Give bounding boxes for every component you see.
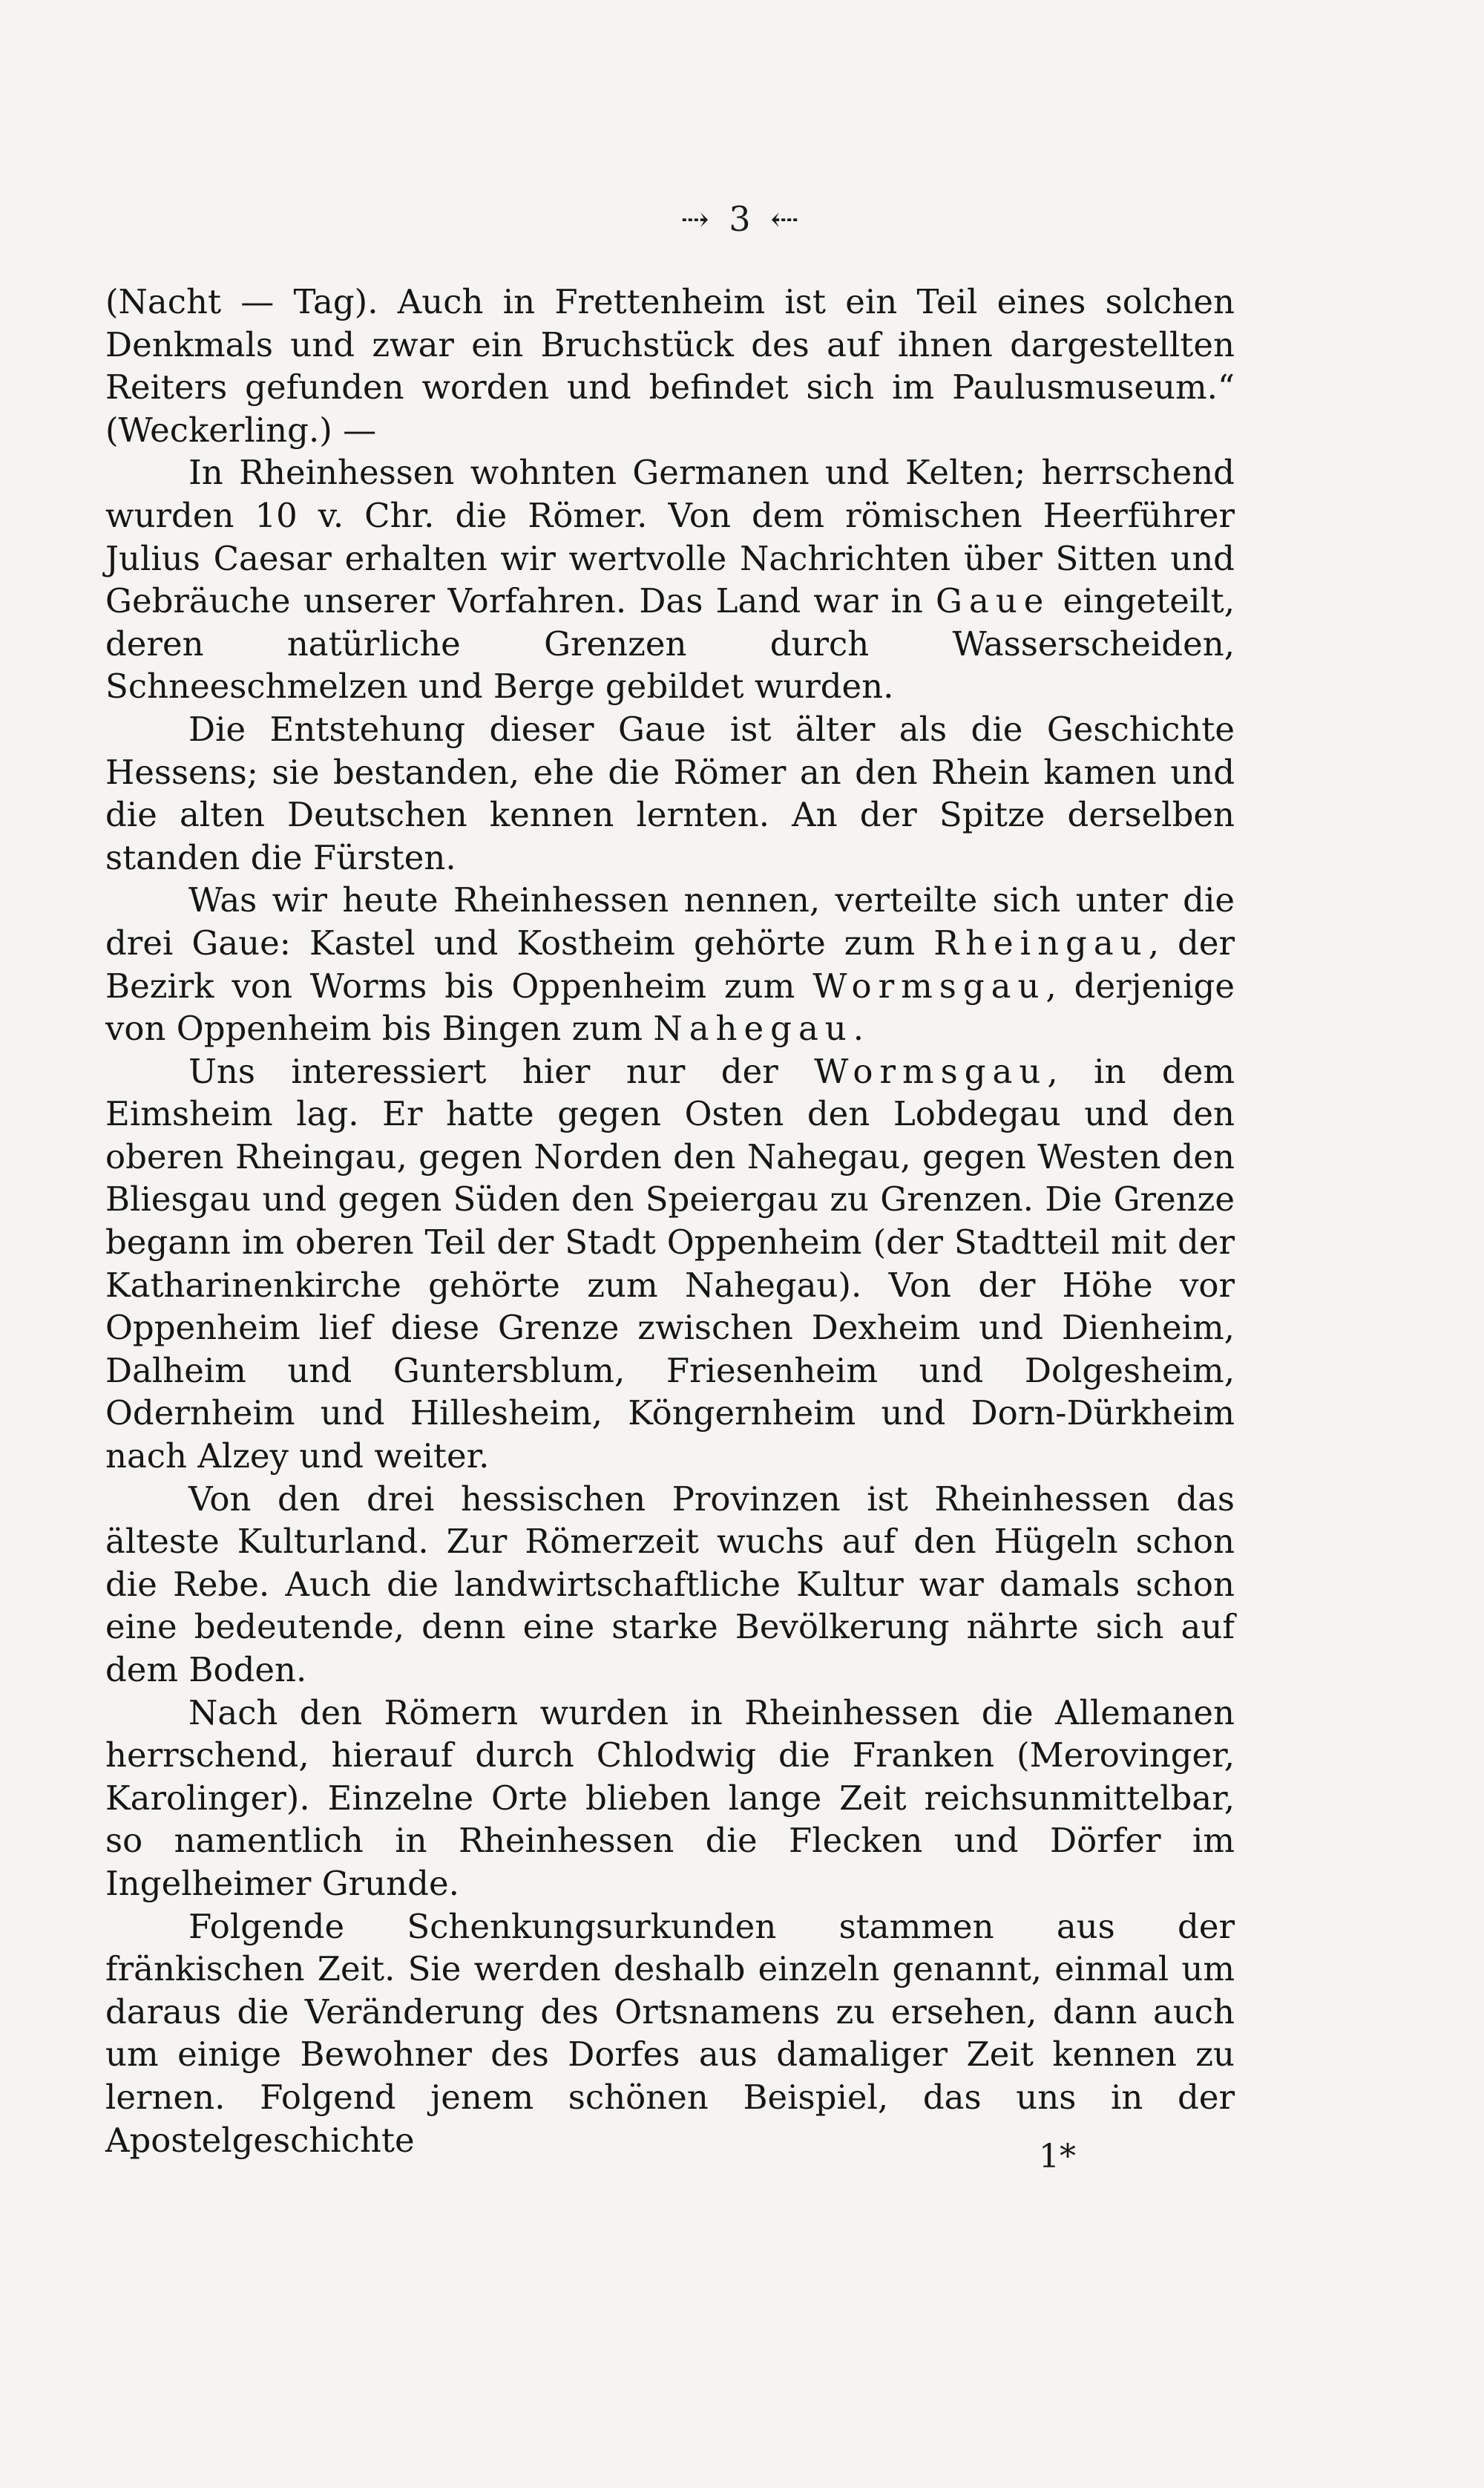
spaced-emphasis: Nahegau — [653, 1009, 853, 1049]
page-number-header: ⇢ 3 ⇠ — [680, 199, 804, 239]
text-run: Was wir heute Rheinhessen nennen, verteilte sich unter die drei Gaue: Kastel und Kostheim gehörte zum — [105, 880, 1235, 963]
paragraph — [105, 1905, 1235, 2162]
text-run: (Nacht — Tag). Auch in Frettenheim ist ein Teil eines solchen Denkmals und zwar ein Bruchstück des auf ihnen dargestellten Reiters gefunden worden und befindet sich im Paulusmuseum.“ (Weckerling.) — — [105, 282, 1235, 450]
paragraph — [105, 708, 1235, 879]
paragraph — [105, 1050, 1235, 1478]
paragraph — [105, 1692, 1235, 1905]
body-text — [105, 281, 1235, 2161]
text-run: , der Bezirk von Worms bis Oppenheim zum — [105, 923, 1235, 1006]
text-run: . — [853, 1009, 864, 1049]
spaced-emphasis: Gaue — [936, 581, 1051, 621]
spaced-emphasis: Wormsgau — [812, 966, 1046, 1006]
paragraph — [105, 1478, 1235, 1692]
text-run: Nach den Römern wurden in Rheinhessen die Allemanen herrschend, hierauf durch Chlodwig die Franken (Merovinger, Karolinger). Einzelne Orte blieben lange Zeit reichsunmittelbar, so namentlich in Rheinhessen die Flecken und Dörfer im Ingelheimer Grunde. — [105, 1692, 1235, 1903]
text-run: Uns interessiert hier nur der — [188, 1051, 815, 1091]
text-run: , derjenige von Oppenheim bis Bingen zum — [105, 966, 1235, 1049]
text-run: Von den drei hessischen Provinzen ist Rheinhessen das älteste Kulturland. Zur Römerzeit wuchs auf den Hügeln schon die Rebe. Auch die landwirtschaftliche Kultur war damals schon eine bedeutende, denn eine starke Bevölkerung nährte sich auf dem Boden. — [105, 1479, 1235, 1689]
text-run: eingeteilt, deren natürliche Grenzen durch Wasserscheiden, Schneeschmelzen und Berge gebildet wurden. — [105, 581, 1235, 707]
signature-mark: 1* — [1039, 2138, 1076, 2176]
paragraph — [105, 451, 1235, 708]
text-run: Folgende Schenkungsurkunden stammen aus der fränkischen Zeit. Sie werden deshalb einzeln genannt, einmal um daraus die Veränderung des Ortsnamens zu ersehen, dann auch um einige Bewohner des Dorfes aus damaliger Zeit kennen zu lernen. Folgend jenem schönen Beispiel, das uns in der Apostelgeschichte — [105, 1906, 1235, 2160]
paragraph — [105, 281, 1235, 451]
text-run: In Rheinhessen wohnten Germanen und Kelten; herrschend wurden 10 v. Chr. die Römer. Von dem römischen Heerführer Julius Caesar erhalten wir wertvolle Nachrichten über Sitten und Gebräuche unserer Vorfahren. Das Land war in — [105, 453, 1235, 621]
text-run: , in dem Eimsheim lag. Er hatte gegen Osten den Lobdegau und den oberen Rheingau, gegen Norden den Nahegau, gegen Westen den Bliesgau und gegen Süden den Speiergau zu Grenzen. Die Grenze begann im oberen Teil der Stadt Oppenheim (der Stadtteil mit der Katharinenkirche gehörte zum Nahegau). Von der Höhe vor Oppenheim lief diese Grenze zwischen Dexheim und Dienheim, Dalheim und Guntersblum, Friesenheim und Dolgesheim, Odernheim und Hillesheim, Köngernheim und Dorn-Dürkheim nach Alzey und weiter. — [105, 1051, 1235, 1476]
text-run: Die Entstehung dieser Gaue ist älter als die Geschichte Hessens; sie bestanden, ehe die Römer an den Rhein kamen und die alten Deutschen kennen lernten. An der Spitze derselben standen die Fürsten. — [105, 709, 1235, 877]
paragraph — [105, 879, 1235, 1050]
spaced-emphasis: Rheingau — [933, 923, 1149, 963]
spaced-emphasis: Wormsgau — [814, 1051, 1048, 1091]
